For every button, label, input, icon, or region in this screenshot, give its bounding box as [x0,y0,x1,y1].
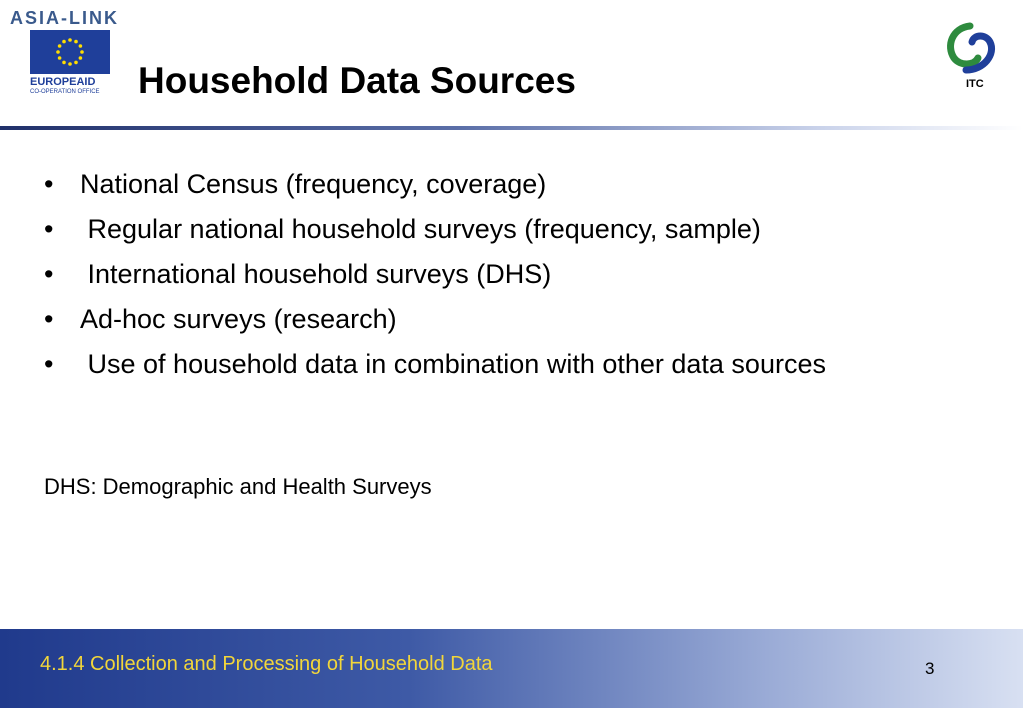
cooperation-office-label: CO-OPERATION OFFICE [30,89,100,95]
bullet-text: National Census (frequency, coverage) [80,169,547,199]
bullet-text: Use of household data in combination with other data sources [80,349,826,379]
bullet-text: Ad-hoc surveys (research) [80,304,397,334]
bullet-item [44,300,944,338]
bullet-item [44,210,944,248]
bullet-dot-icon: • [44,214,54,244]
bullet-text: Regular national household surveys (frequency, sample) [80,214,761,244]
slide-title: Household Data Sources [138,60,576,101]
bullet-text: International household surveys (DHS) [80,259,552,289]
itc-logo [940,20,1004,92]
footer-course-title: 4.1.4 Collection and Processing of Household Data [40,653,493,675]
bullet-dot-icon: • [44,304,54,334]
bullet-item [44,165,944,203]
title-divider [0,126,1023,130]
itc-wordmark: ITC [966,78,984,90]
page-number: 3 [925,659,935,678]
asia-link-europeaid-logo [8,8,138,98]
bullet-list [44,165,944,390]
bullet-dot-icon: • [44,349,54,379]
bullet-item [44,255,944,293]
bullet-dot-icon: • [44,169,54,199]
asia-link-wordmark: ASIA-LINK [10,8,119,28]
bullet-dot-icon: • [44,259,54,289]
footnote-dhs: DHS: Demographic and Health Surveys [44,474,432,499]
itc-swirl-icon [940,20,1004,92]
footer-bar [0,629,1023,708]
eu-flag-icon [30,30,110,74]
europeaid-wordmark: EUROPEAID [30,76,96,88]
bullet-item [44,345,944,383]
